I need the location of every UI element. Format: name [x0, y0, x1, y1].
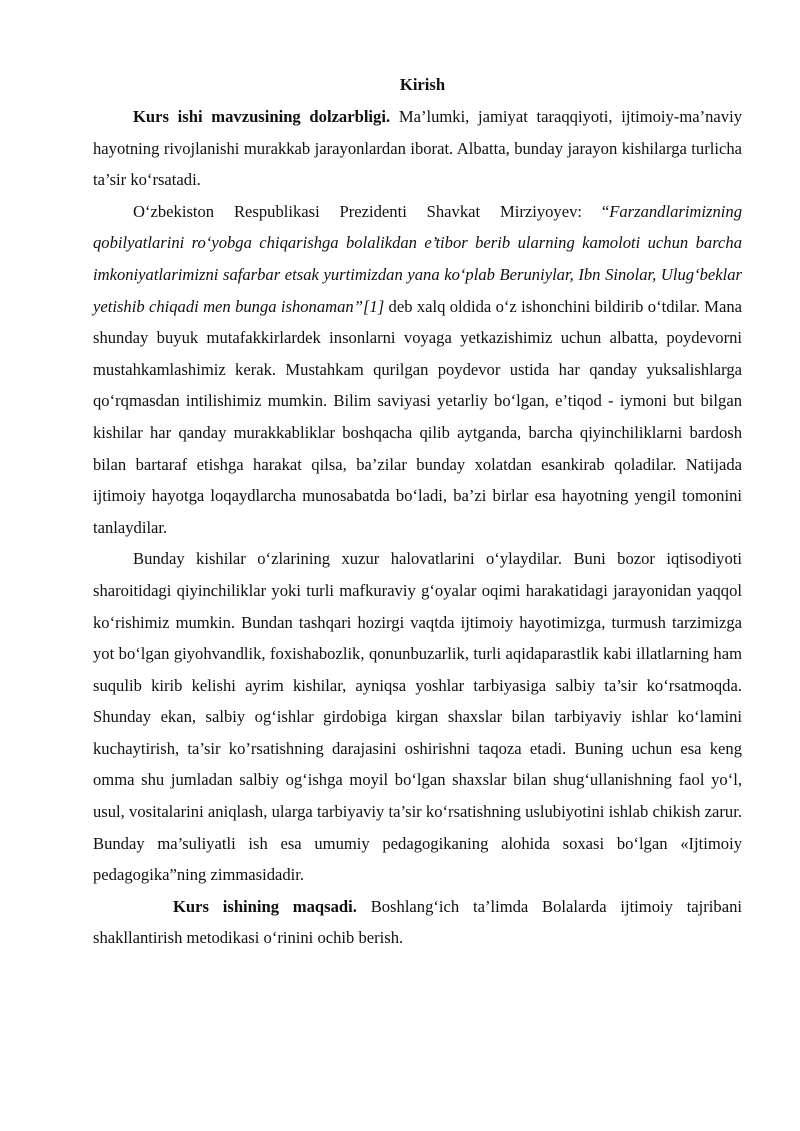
social-issues-text: Bunday kishilar o‘zlarining xuzur halovatlarini o‘ylaydilar. Buni bozor iqtisodiyoti sharoitidagi qiyinchiliklar yoki turli mafkuraviy g‘oyalar oqimi harakatidagi jarayonidan yaqqol ko‘rishimiz mumkin. Bundan tashqari hozirgi vaqtda ijtimoiy hayotimizga, turmush tarzimizga yot bo‘lgan giyohvandlik, foxishabozlik, qonunbuzarlik, turli aqidaparastlik kabi illatlarning ham suqulib kirib kelishi ayrim kishilar, ayniqsa yoshlar tarbiyasiga salbiy ta’sir ko‘rsatmoqda. Shunday ekan, salbiy og‘ishlar girdobiga kirgan shaxslar bilan tarbiyaviy ishlar ko‘lamini kuchaytirish, ta’sir ko’rsatishning darajasini oshirishni taqoza etadi. Buning uchun esa keng omma shu jumladan salbiy og‘ishga moyil bo‘lgan shaxslar bilan shug‘ullanishning faol yo‘l, usul, vositalarini aniqlash, ularga tarbiyaviy ta’sir ko‘rsatishning uslubiyotini ishlab chikish zarur. Bunday ma’suliyatli ish esa umumiy pedagogikaning alohida soxasi bo‘lgan «Ijtimoiy pedagogika”ning zimmasidadir. [93, 549, 742, 885]
relevance-text: Ma’lumki, jamiyat taraqqiyoti, ijtimoiy-ma’naviy hayotning rivojlanishi murakkab jarayonlardan iborat. Albatta, bunday jarayon kishilarga turlicha ta’sir ko‘rsatadi. [93, 107, 742, 190]
paragraph-president-quote [93, 196, 742, 544]
quote-continuation: deb xalq oldida o‘z ishonchini bildirib o‘tdilar. Mana shunday buyuk mutafakkirlardek insonlarni voyaga yetkazishimiz uchun albatta, poydevorni mustahkamlashimiz kerak. Mustahkam qurilgan poydevor ustida har qanday yuksalishlarga qo‘rqmasdan intilishimiz mumkin. Bilim saviyasi yetarliy bo‘lgan, e’tiqod - iymoni but bilgan kishilar har qanday murakkabliklar boshqacha qilib aytganda, barcha qiyinchiliklarni bardosh bilan bartaraf etishga harakat qilsa, ba’zilar bunday xolatdan esankirab qoladilar. Natijada ijtimoiy hayotga loqaydlarcha munosabatda bo‘ladi, ba’zi birlar esa hayotning yengil tomonini tanlaydilar. [93, 296, 743, 537]
goal-heading: Kurs ishining maqsadi. [173, 896, 357, 916]
quote-intro: O‘zbekiston Respublikasi Prezidenti Shavkat Mirziyoyev: “ [133, 201, 610, 221]
paragraph-social-issues [93, 543, 742, 891]
page-title: Kirish [399, 75, 446, 94]
paragraph-goal [93, 891, 742, 954]
relevance-heading: Kurs ishi mavzusining dolzarbligi. [133, 107, 391, 126]
paragraph-relevance [93, 101, 742, 196]
document-body [93, 73, 742, 954]
president-quote: Farzandlarimizning qobilyatlarini ro‘yobga chiqarishga bolalikdan e’tibor berib ularning kamoloti uchun barcha imkoniyatlarimizni safarbar etsak yurtimizdan yana ko‘plab Beruniylar, Ibn Sinolar, Ulug‘beklar yetishib chiqadi men bunga ishonaman”[1] [93, 201, 742, 316]
goal-text: Boshlang‘ich ta’limda Bolalarda ijtimoiy tajribani shakllantirish metodikasi o‘rinini ochib berish. [93, 896, 742, 948]
